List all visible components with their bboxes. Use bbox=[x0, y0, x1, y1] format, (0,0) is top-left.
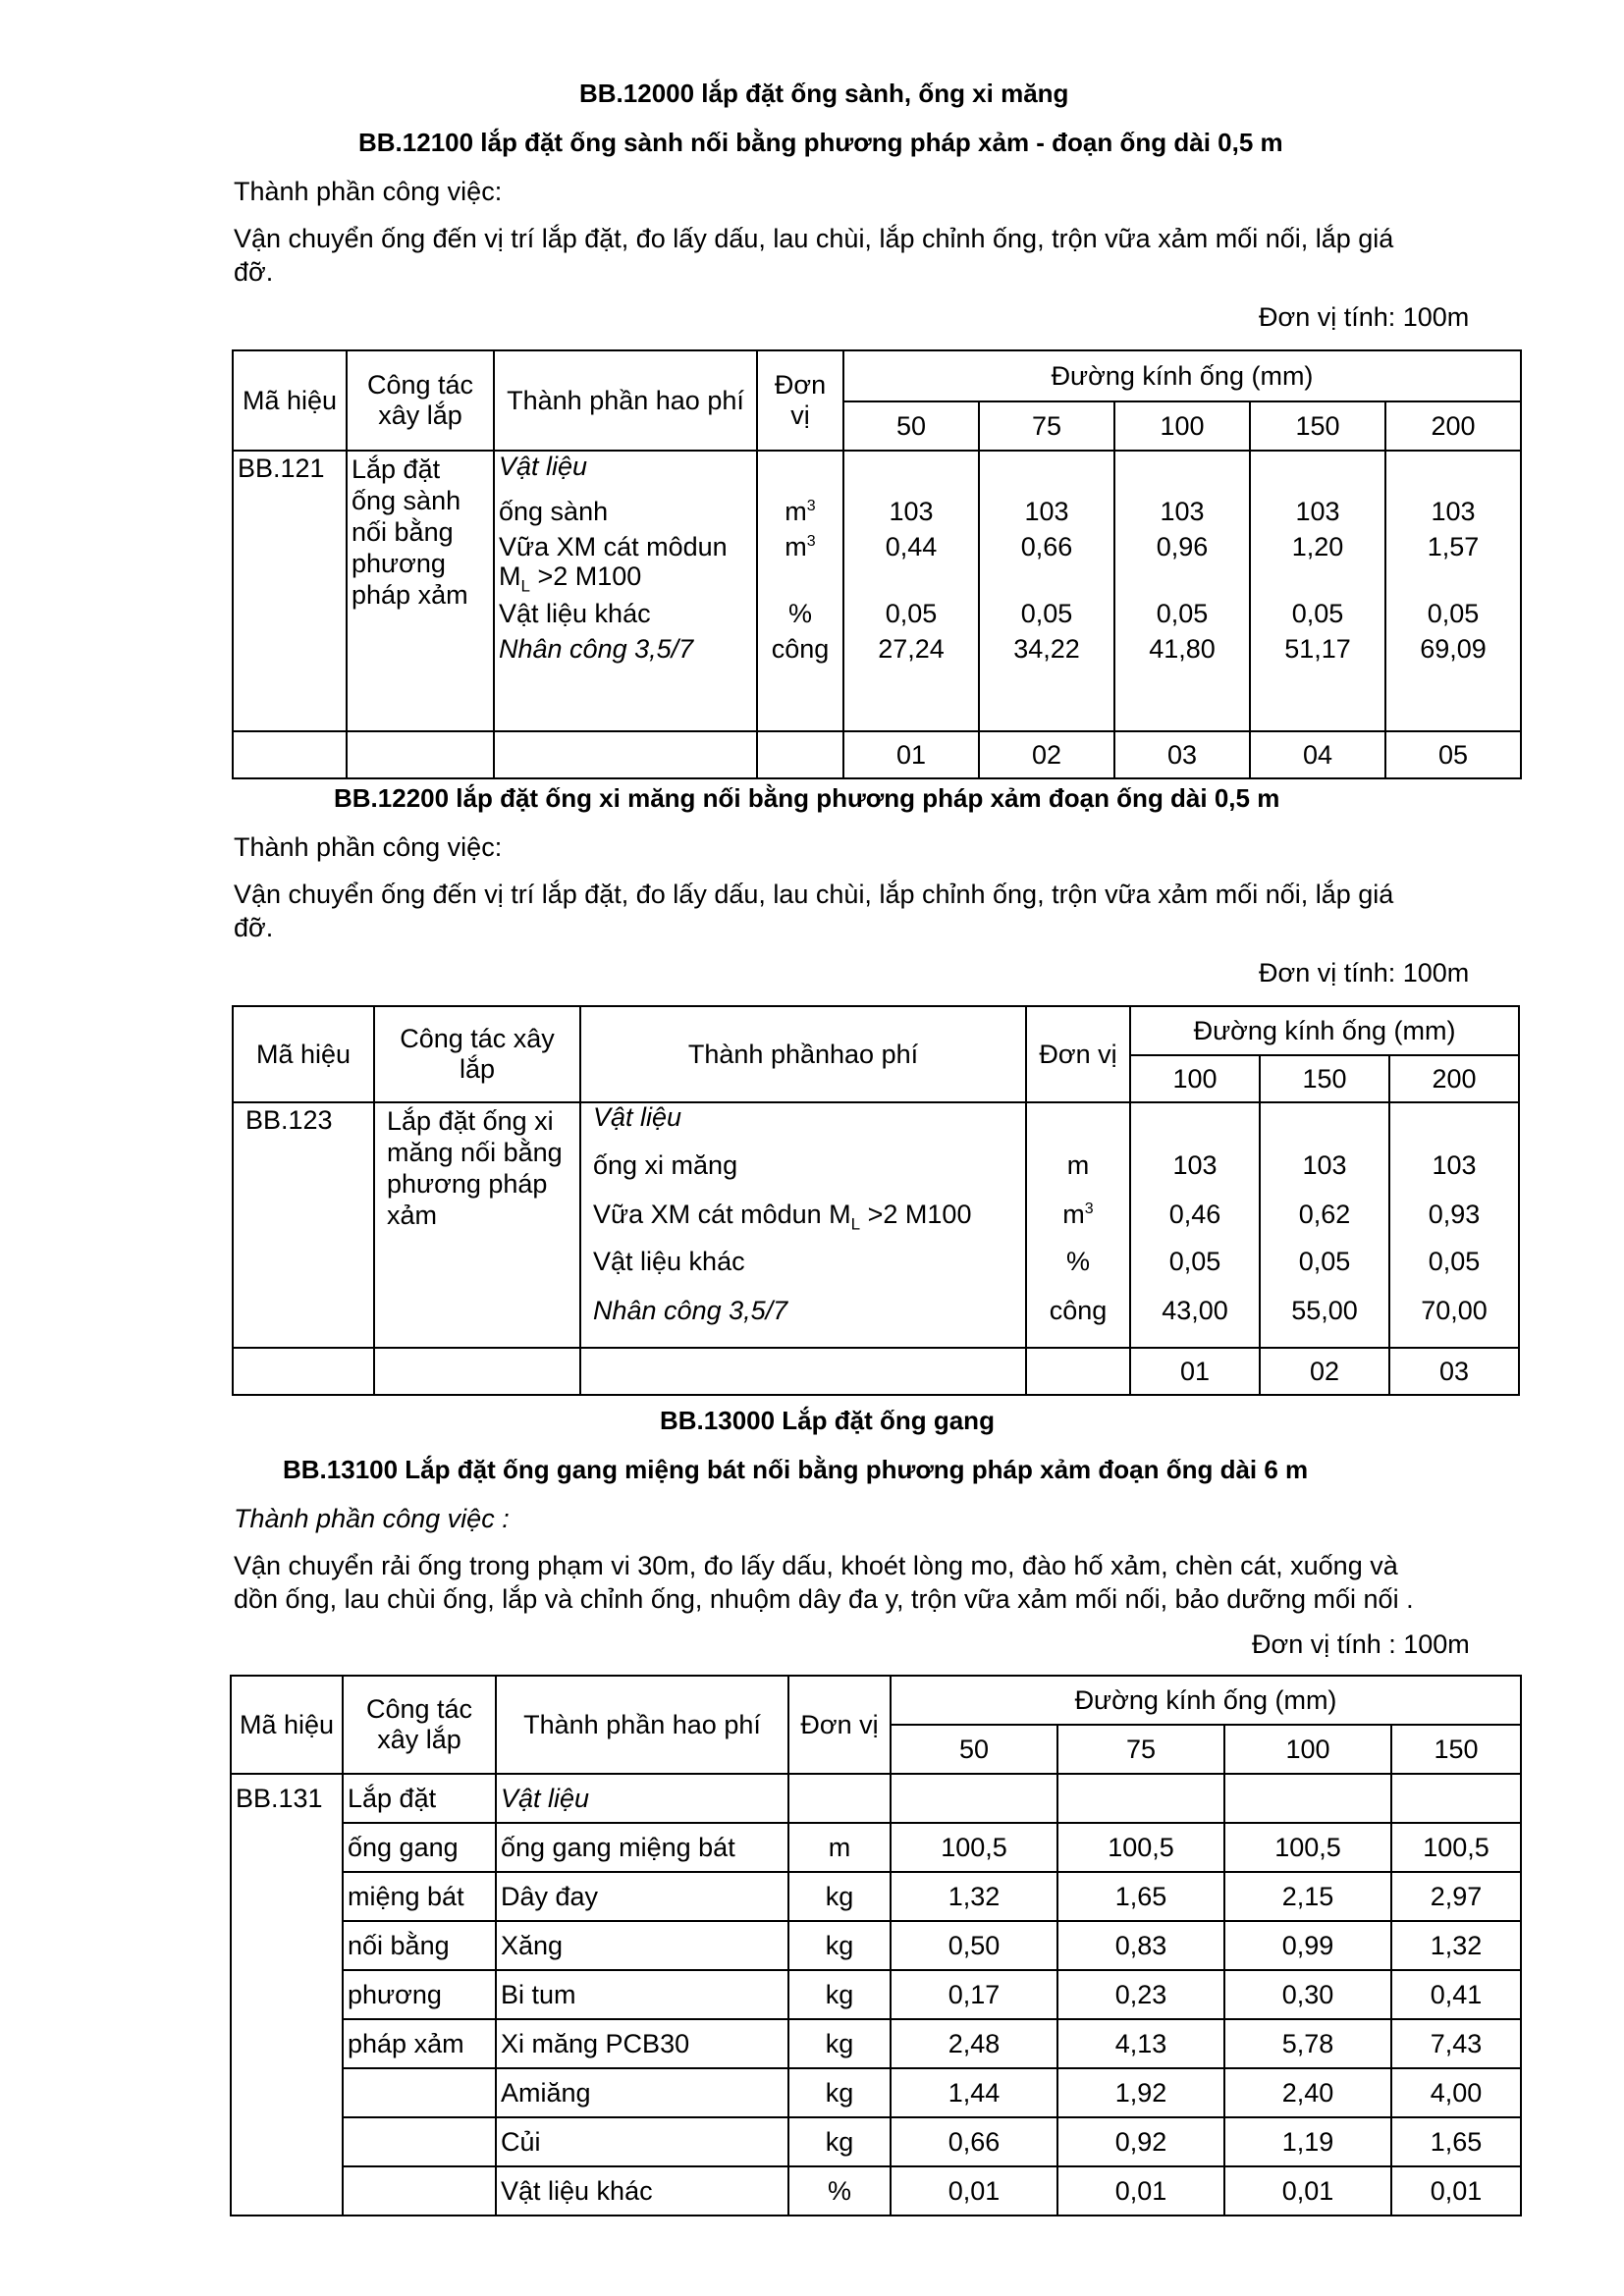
code-suffix: 03 bbox=[1389, 1348, 1519, 1395]
section-heading: BB.13000 Lắp đặt ống gang bbox=[660, 1406, 995, 1435]
diameter-col: 50 bbox=[891, 1725, 1057, 1774]
header-diameter: Đường kính ống (mm) bbox=[891, 1676, 1521, 1725]
norm-table bbox=[232, 1005, 1520, 1396]
unit-cell: $m^3$ $m^3$ % công bbox=[757, 451, 843, 731]
work-text: Vận chuyển rải ống trong phạm vi 30m, đo lấy dấu, khoét lòng mo, đào hố xảm, chèn cát, xuống và bbox=[234, 1551, 1398, 1580]
diameter-col: 100 bbox=[1130, 1055, 1260, 1102]
header-unit: Đơn vị bbox=[788, 1676, 891, 1774]
section-heading: BB.12000 lắp đặt ống sành, ống xi măng bbox=[579, 79, 1069, 108]
row-name: Xăng bbox=[496, 1921, 788, 1970]
header-work: Công tác xây lắp bbox=[374, 1006, 580, 1102]
row-name: Vữa XM cát môdun $M_L >2$ M100 bbox=[499, 532, 728, 596]
section-subheading: BB.13100 Lắp đặt ống gang miệng bát nối bằng phương pháp xảm đoạn ống dài 6 m bbox=[283, 1455, 1309, 1484]
work-label: Thành phần công việc : bbox=[234, 1504, 510, 1533]
header-cost: Thành phần hao phí bbox=[496, 1676, 788, 1774]
diameter-col: 100 bbox=[1224, 1725, 1391, 1774]
work-line: ống gang bbox=[343, 1823, 496, 1872]
row-name: Bi tum bbox=[496, 1970, 788, 2019]
diameter-col: 75 bbox=[979, 401, 1114, 451]
diameter-col: 150 bbox=[1250, 401, 1385, 451]
row-name: Xi măng PCB30 bbox=[496, 2019, 788, 2068]
value-col: 103 0,96 0,05 41,80 bbox=[1114, 451, 1250, 731]
diameter-col: 100 bbox=[1114, 401, 1250, 451]
work-label: Thành phần công việc: bbox=[234, 177, 503, 206]
section-subheading: BB.12200 lắp đặt ống xi măng nối bằng phương pháp xảm đoạn ống dài 0,5 m bbox=[334, 783, 1280, 813]
work-text: đỡ. bbox=[234, 913, 274, 942]
value-col: 103 0,66 0,05 34,22 bbox=[979, 451, 1114, 731]
code-suffix: 02 bbox=[1260, 1348, 1389, 1395]
category-label: Vật liệu bbox=[496, 1774, 788, 1823]
code-suffix: 02 bbox=[979, 731, 1114, 778]
table-row: nối bằng Xăng kg 0,50 0,83 0,99 1,32 bbox=[231, 1921, 1521, 1970]
header-work: Công tác xây lắp bbox=[343, 1676, 496, 1774]
table-row: ống gang ống gang miệng bát m 100,5 100,5 100,5 100,5 bbox=[231, 1823, 1521, 1872]
row-name: Củi bbox=[496, 2117, 788, 2166]
header-diameter: Đường kính ống (mm) bbox=[843, 350, 1521, 401]
row-name: Vật liệu khác bbox=[593, 1247, 745, 1276]
header-code: Mã hiệu bbox=[233, 350, 347, 451]
work-text: đỡ. bbox=[234, 257, 274, 287]
header-cost: Thành phầnhao phí bbox=[580, 1006, 1026, 1102]
code-suffix: 03 bbox=[1114, 731, 1250, 778]
value-col: 103 1,57 0,05 69,09 bbox=[1385, 451, 1521, 731]
norm-table bbox=[232, 349, 1522, 779]
code-cell: BB.131 bbox=[231, 1774, 343, 1823]
row-name: Vật liệu khác bbox=[499, 599, 651, 628]
diameter-col: 200 bbox=[1385, 401, 1521, 451]
work-label: Thành phần công việc: bbox=[234, 832, 503, 862]
norm-table bbox=[230, 1675, 1522, 2216]
row-name: Nhân công 3,5/7 bbox=[593, 1296, 788, 1325]
value-col: 103 0,44 0,05 27,24 bbox=[843, 451, 979, 731]
diameter-col: 50 bbox=[843, 401, 979, 451]
row-name: Vữa XM cát môdun $M_L >2$ M100 bbox=[593, 1200, 972, 1234]
row-name: Dây đay bbox=[496, 1872, 788, 1921]
table-row: pháp xảm Xi măng PCB30 kg 2,48 4,13 5,78 7,43 bbox=[231, 2019, 1521, 2068]
row-name: Nhân công 3,5/7 bbox=[499, 634, 694, 664]
cost-cell bbox=[494, 451, 757, 731]
header-code: Mã hiệu bbox=[233, 1006, 374, 1102]
section-subheading: BB.12100 lắp đặt ống sành nối bằng phương pháp xảm - đoạn ống dài 0,5 m bbox=[358, 128, 1283, 157]
table-row: phương Bi tum kg 0,17 0,23 0,30 0,41 bbox=[231, 1970, 1521, 2019]
value-col: 103 0,62 0,05 55,00 bbox=[1260, 1102, 1389, 1348]
header-unit: Đơn vị bbox=[757, 350, 843, 451]
row-name: ống xi măng bbox=[593, 1150, 738, 1180]
header-diameter: Đường kính ống (mm) bbox=[1130, 1006, 1519, 1055]
header-cost: Thành phần hao phí bbox=[494, 350, 757, 451]
header-code: Mã hiệu bbox=[231, 1676, 343, 1774]
category-label: Vật liệu bbox=[593, 1102, 682, 1132]
work-line: nối bằng bbox=[343, 1921, 496, 1970]
category-label: Vật liệu bbox=[499, 452, 588, 481]
table-row: Amiăng kg 1,44 1,92 2,40 4,00 bbox=[231, 2068, 1521, 2117]
code-cell: BB.121 bbox=[233, 451, 347, 731]
work-cell: Lắp đặt ống sành nối bằng phương pháp xảm bbox=[347, 451, 494, 731]
table-row: miệng bát Dây đay kg 1,32 1,65 2,15 2,97 bbox=[231, 1872, 1521, 1921]
table-row: Vật liệu khác % 0,01 0,01 0,01 0,01 bbox=[231, 2166, 1521, 2216]
code-cell: BB.123 bbox=[233, 1102, 374, 1348]
work-line: phương bbox=[343, 1970, 496, 2019]
code-suffix: 05 bbox=[1385, 731, 1521, 778]
code-suffix: 01 bbox=[843, 731, 979, 778]
unit-note: Đơn vị tính: 100m bbox=[1259, 302, 1470, 332]
row-name: ống sành bbox=[499, 497, 609, 526]
work-line: pháp xảm bbox=[343, 2019, 496, 2068]
header-unit: Đơn vị bbox=[1026, 1006, 1130, 1102]
work-text: Vận chuyển ống đến vị trí lắp đặt, đo lấy dấu, lau chùi, lắp chỉnh ống, trộn vữa xảm mối nối, lắp giá bbox=[234, 880, 1394, 909]
diameter-col: 150 bbox=[1260, 1055, 1389, 1102]
diameter-col: 150 bbox=[1391, 1725, 1521, 1774]
value-col: 103 0,46 0,05 43,00 bbox=[1130, 1102, 1260, 1348]
work-cell: Lắp đặt ống xi măng nối bằng phương pháp xảm bbox=[374, 1102, 580, 1348]
diameter-col: 75 bbox=[1057, 1725, 1224, 1774]
value-col: 103 0,93 0,05 70,00 bbox=[1389, 1102, 1519, 1348]
code-suffix: 01 bbox=[1130, 1348, 1260, 1395]
unit-cell: m $m^3$ % công bbox=[1026, 1102, 1130, 1348]
diameter-col: 200 bbox=[1389, 1055, 1519, 1102]
cost-cell bbox=[580, 1102, 1026, 1348]
unit-note: Đơn vị tính: 100m bbox=[1259, 958, 1470, 988]
work-line: miệng bát bbox=[343, 1872, 496, 1921]
row-name: Vật liệu khác bbox=[496, 2166, 788, 2216]
row-name: ống gang miệng bát bbox=[496, 1823, 788, 1872]
value-col: 103 1,20 0,05 51,17 bbox=[1250, 451, 1385, 731]
header-work: Công tác xây lắp bbox=[347, 350, 494, 451]
code-suffix: 04 bbox=[1250, 731, 1385, 778]
unit-note: Đơn vị tính : 100m bbox=[1252, 1629, 1470, 1659]
work-line: Lắp đặt bbox=[343, 1774, 496, 1823]
table-row: Củi kg 0,66 0,92 1,19 1,65 bbox=[231, 2117, 1521, 2166]
row-name: Amiăng bbox=[496, 2068, 788, 2117]
work-text: dồn ống, lau chùi ống, lắp và chỉnh ống, nhuộm dây đa y, trộn vữa xảm mối nối, bảo dưỡng mối nối . bbox=[234, 1584, 1414, 1614]
work-text: Vận chuyển ống đến vị trí lắp đặt, đo lấy dấu, lau chùi, lắp chỉnh ống, trộn vữa xảm mối nối, lắp giá bbox=[234, 224, 1394, 253]
